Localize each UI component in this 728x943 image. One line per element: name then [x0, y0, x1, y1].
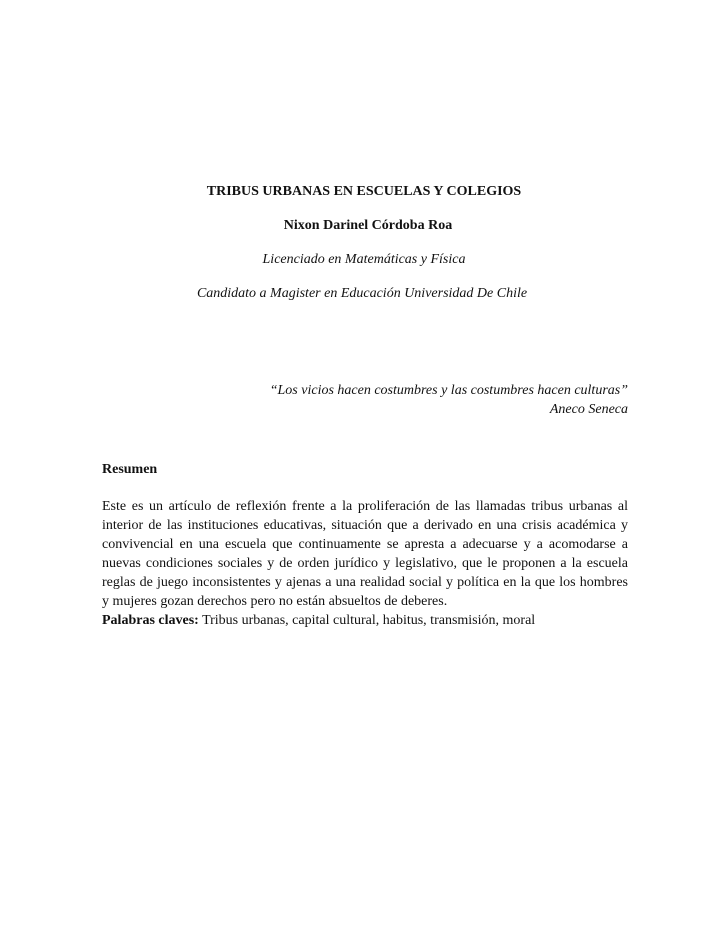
- epigraph-attribution: Aneco Seneca: [549, 402, 628, 417]
- abstract-line: convivencial en una escuela que continuamente se apresta a adecuarse y a acomodarse a: [102, 537, 628, 552]
- keywords: [102, 612, 535, 630]
- abstract-heading: Resumen: [102, 462, 158, 477]
- abstract-line: interior de las instituciones educativas, situación que a derivado en una crisis académica y: [102, 518, 628, 533]
- author-name: Nixon Darinel Córdoba Roa: [283, 218, 453, 233]
- author-degree: Licenciado en Matemáticas y Física: [262, 252, 466, 267]
- abstract-line: reglas de juego inconsistentes y ajenas a una realidad social y política en la que los hombres: [102, 575, 628, 590]
- epigraph-quote: “Los vicios hacen costumbres y las costumbres hacen culturas”: [269, 383, 628, 398]
- abstract-line: nuevas condiciones sociales y de orden jurídico y legislativo, que le proponen a la escuela: [102, 556, 628, 571]
- abstract-body: [102, 497, 628, 611]
- document-title: TRIBUS URBANAS EN ESCUELAS Y COLEGIOS: [206, 184, 522, 199]
- keywords-label: Palabras claves:: [102, 613, 199, 628]
- author-candidacy: Candidato a Magister en Educación Universidad De Chile: [196, 286, 528, 301]
- keywords-text: Tribus urbanas, capital cultural, habitus, transmisión, moral: [198, 613, 536, 628]
- epigraph: [120, 381, 628, 419]
- abstract-line: y mujeres gozan derechos pero no están absueltos de deberes.: [102, 594, 448, 609]
- abstract-line: Este es un artículo de reflexión frente a la proliferación de las llamadas tribus urbanas al: [102, 499, 628, 514]
